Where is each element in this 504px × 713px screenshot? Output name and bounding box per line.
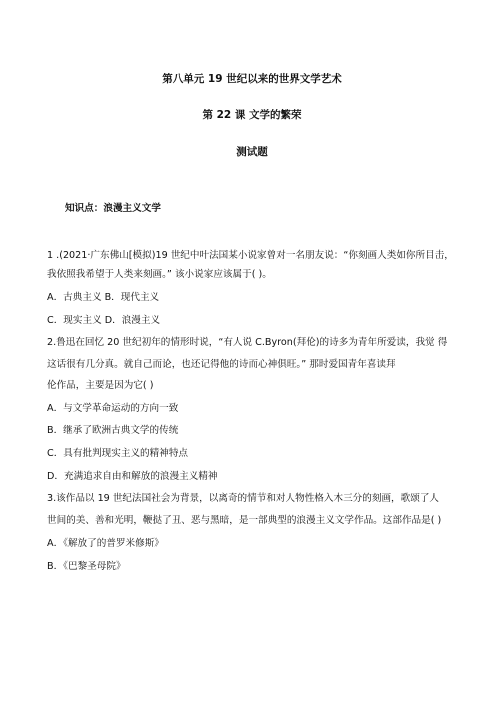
- q2-option-c: C．具有批判现实主义的精神特点: [47, 448, 189, 459]
- q1-stem-line-2: 我依照我希望于人类来刻画。” 该小说家应该属于( )。: [47, 269, 272, 280]
- q1-options-row-2: C．现实主义 D．浪漫主义: [47, 315, 161, 326]
- q3-stem-line-2: 世间的美、善和光明，鞭挞了丑、恶与黑暗，是一部典型的浪漫主义文学作品。这部作品是( ): [47, 515, 442, 526]
- knowledge-point-heading: 知识点：浪漫主义文学: [65, 203, 161, 214]
- q3-option-a: A．《解放了的普罗米修斯》: [47, 538, 164, 549]
- test-title: 测试题: [236, 146, 268, 158]
- q1-options-row-1: A．古典主义 B．现代主义: [47, 292, 160, 303]
- q2-stem-line-3: 伦作品，主要是因为它( ): [47, 380, 154, 391]
- lesson-title: 第 22 课 文学的繁荣: [202, 109, 302, 121]
- q2-stem-line-2: 这话很有几分真。就自己而论，也还记得他的诗而心神俱旺。” 那时爱国青年喜读拜: [47, 359, 396, 370]
- q2-option-a: A．与文学革命运动的方向一致: [47, 403, 179, 414]
- q1-stem-line-1: 1 .(2021·广东佛山[模拟)19 世纪中叶法国某小说家曾对一名朋友说：“你刻画人类如你所目击，: [47, 250, 454, 261]
- q3-stem-line-1: 3.该作品以 19 世纪法国社会为背景，以离奇的情节和对人物性格入木三分的刻画，歌颂了人: [47, 493, 440, 504]
- q2-option-b: B．继承了欧洲古典文学的传统: [47, 425, 179, 436]
- q3-option-b: B．《巴黎圣母院》: [47, 561, 126, 572]
- q2-stem-line-1: 2.鲁迅在回忆 20 世纪初年的情形时说，“有人说 C.Byron(拜伦)的诗多为青年所爱读，我觉 得: [47, 337, 448, 348]
- q2-option-d: D．充满追求自由和解放的浪漫主义精神: [47, 471, 218, 482]
- unit-title: 第八单元 19 世纪以来的世界文学艺术: [162, 73, 342, 85]
